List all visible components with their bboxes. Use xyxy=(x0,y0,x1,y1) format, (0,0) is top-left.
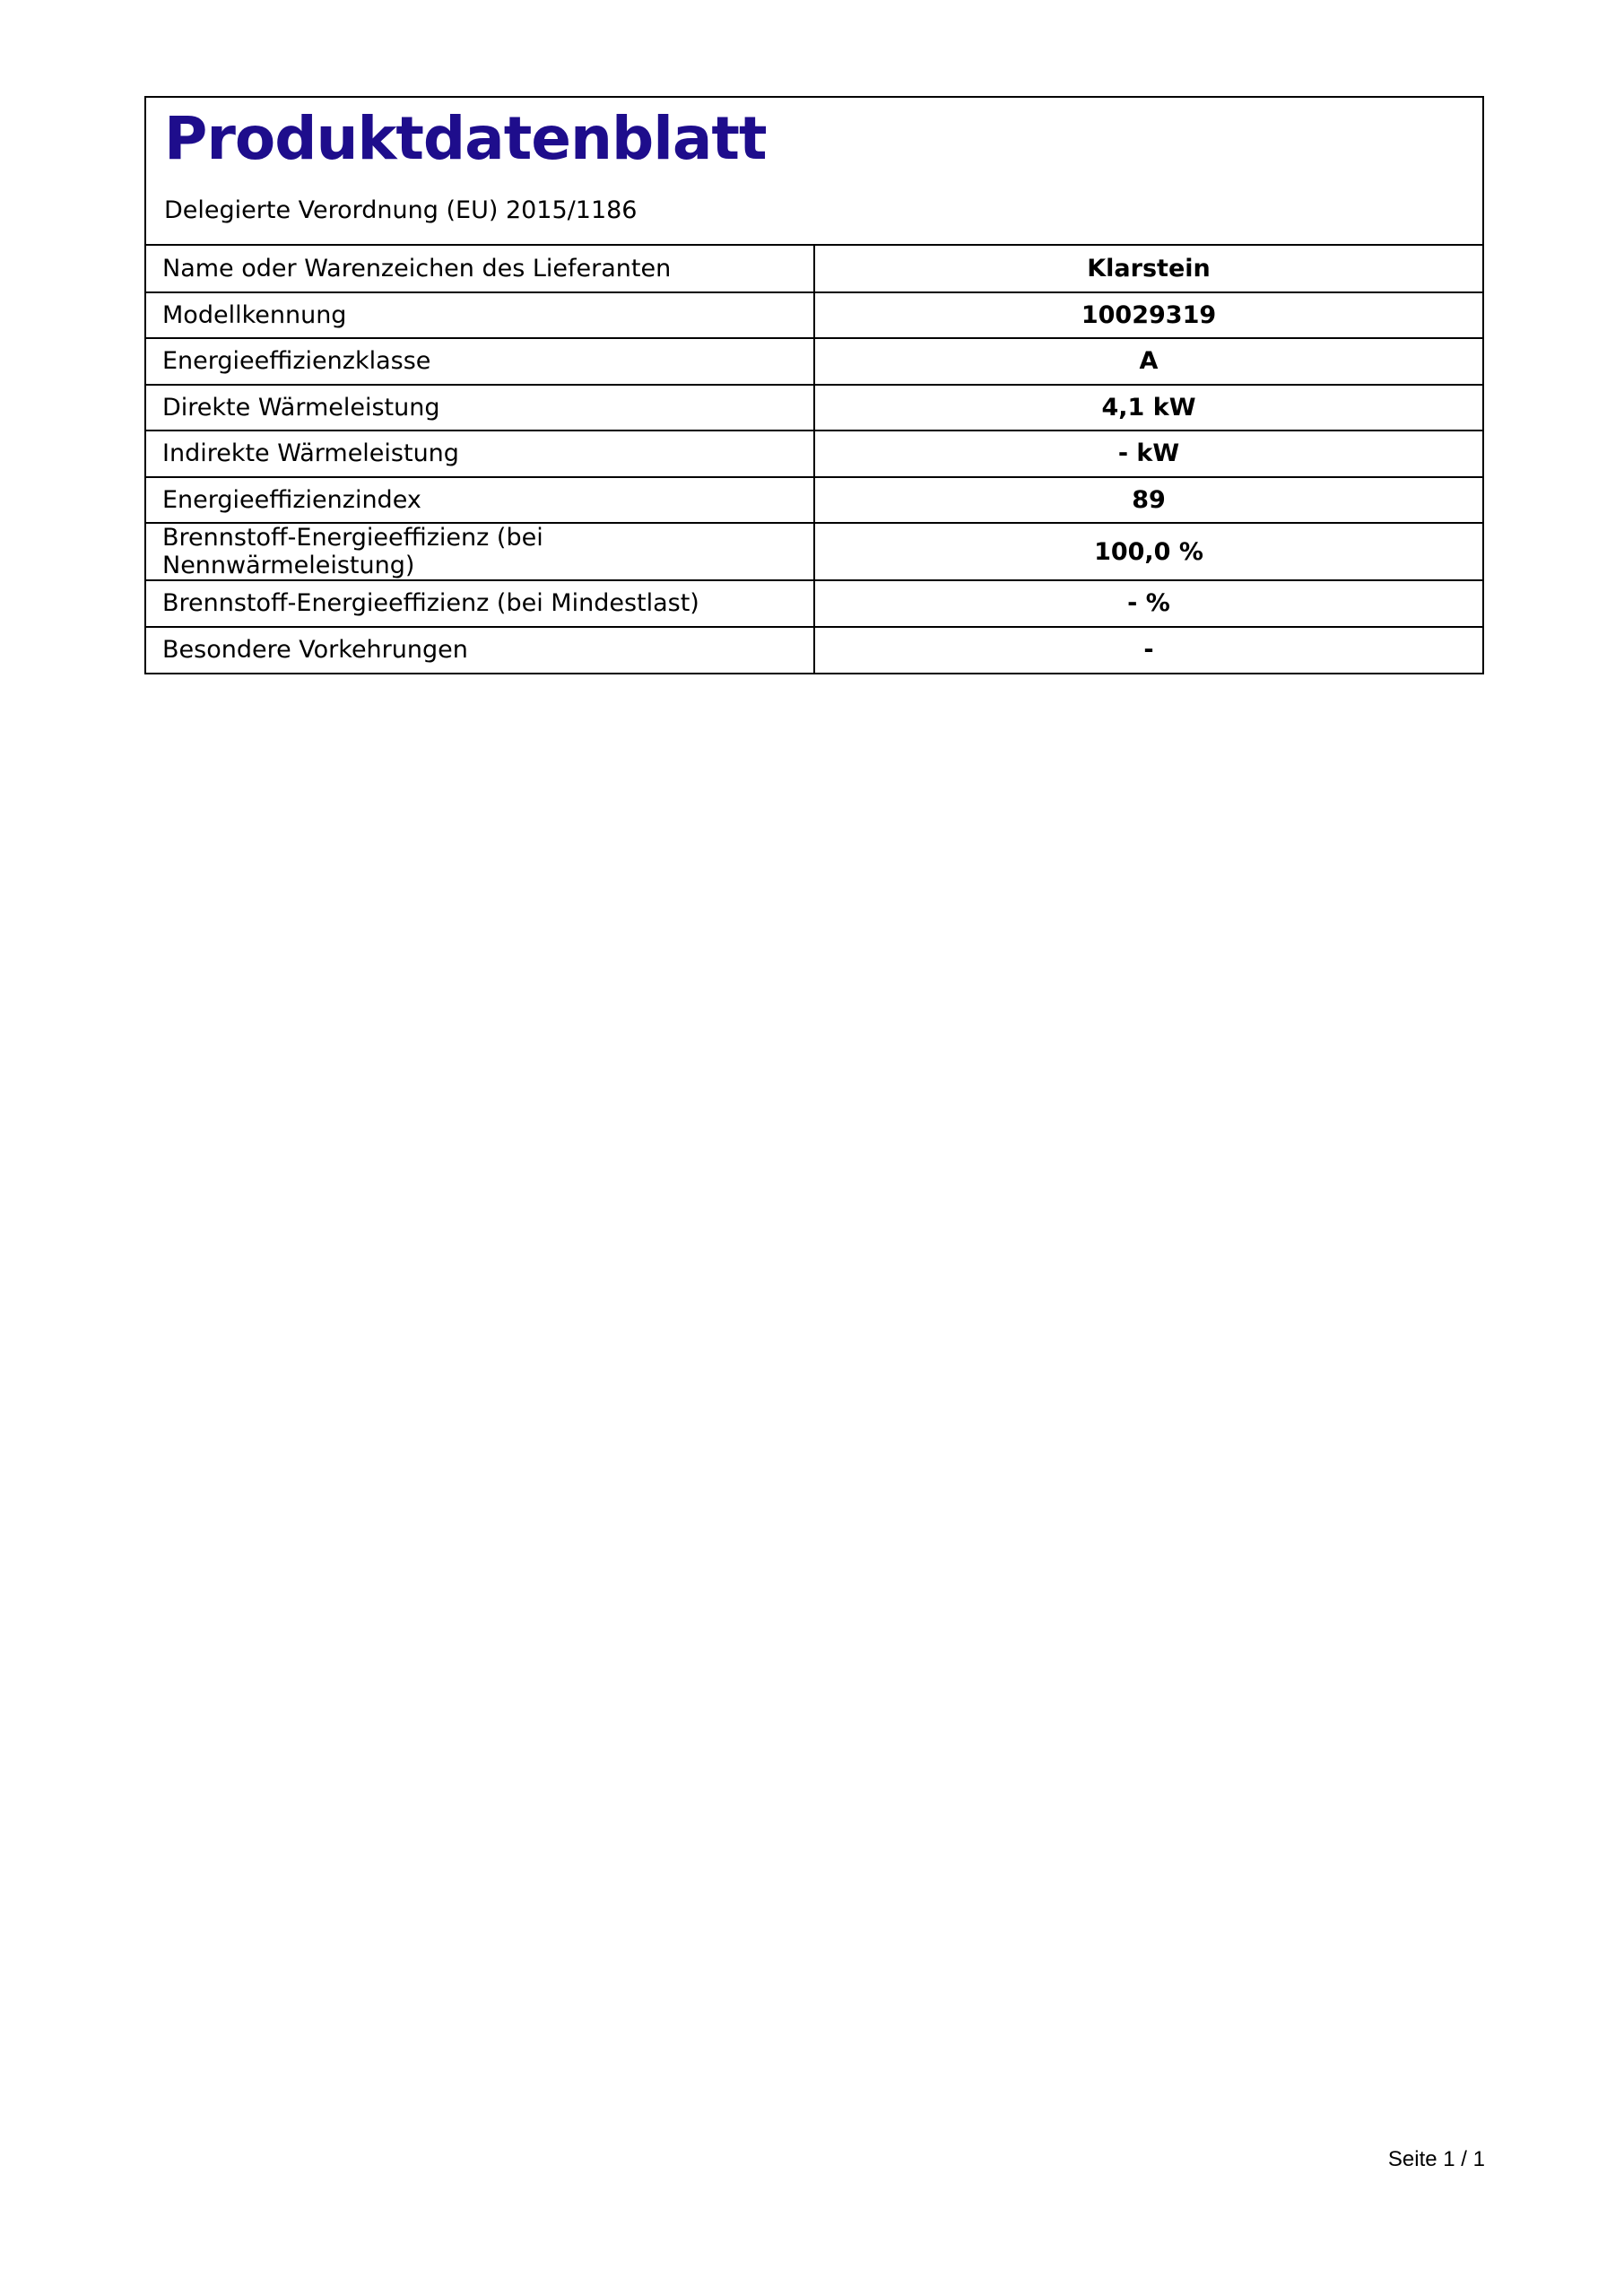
row-value: - % xyxy=(814,580,1482,627)
regulation-subtitle: Delegierte Verordnung (EU) 2015/1186 xyxy=(164,196,638,224)
row-value: 100,0 % xyxy=(814,523,1482,580)
row-label: Name oder Warenzeichen des Lieferanten xyxy=(146,246,814,292)
page-number: Seite 1 / 1 xyxy=(1387,2147,1485,2171)
row-value: 10029319 xyxy=(814,292,1482,339)
row-label: Energieeffizienzklasse xyxy=(146,338,814,385)
product-datasheet xyxy=(144,96,1484,674)
product-data-table xyxy=(146,246,1482,673)
row-label: Indirekte Wärmeleistung xyxy=(146,430,814,477)
row-label: Besondere Vorkehrungen xyxy=(162,636,468,665)
row-label: Energieeffizienzindex xyxy=(146,477,814,524)
table-row xyxy=(146,523,1482,580)
page-title: Produktdatenblatt xyxy=(164,104,767,173)
row-value: 89 xyxy=(814,477,1482,524)
table-row xyxy=(146,338,1482,385)
row-value: 4,1 kW xyxy=(814,385,1482,431)
table-row xyxy=(146,477,1482,524)
table-row xyxy=(146,430,1482,477)
table-row xyxy=(146,627,1482,674)
row-value: - kW xyxy=(814,430,1482,477)
table-row xyxy=(146,246,1482,292)
datasheet-header xyxy=(146,98,1482,246)
table-row xyxy=(146,292,1482,339)
row-value: A xyxy=(814,338,1482,385)
row-label: Modellkennung xyxy=(146,292,814,339)
table-row xyxy=(146,385,1482,431)
table-row xyxy=(146,580,1482,627)
row-label: Brennstoff-Energieeffizienz (bei Mindestlast) xyxy=(146,580,814,627)
row-value: - xyxy=(814,627,1482,674)
row-value: Klarstein xyxy=(814,246,1482,292)
row-label: Brennstoff-Energieeffizienz (bei Nennwärmeleistung) xyxy=(146,523,814,580)
row-label: Direkte Wärmeleistung xyxy=(146,385,814,431)
